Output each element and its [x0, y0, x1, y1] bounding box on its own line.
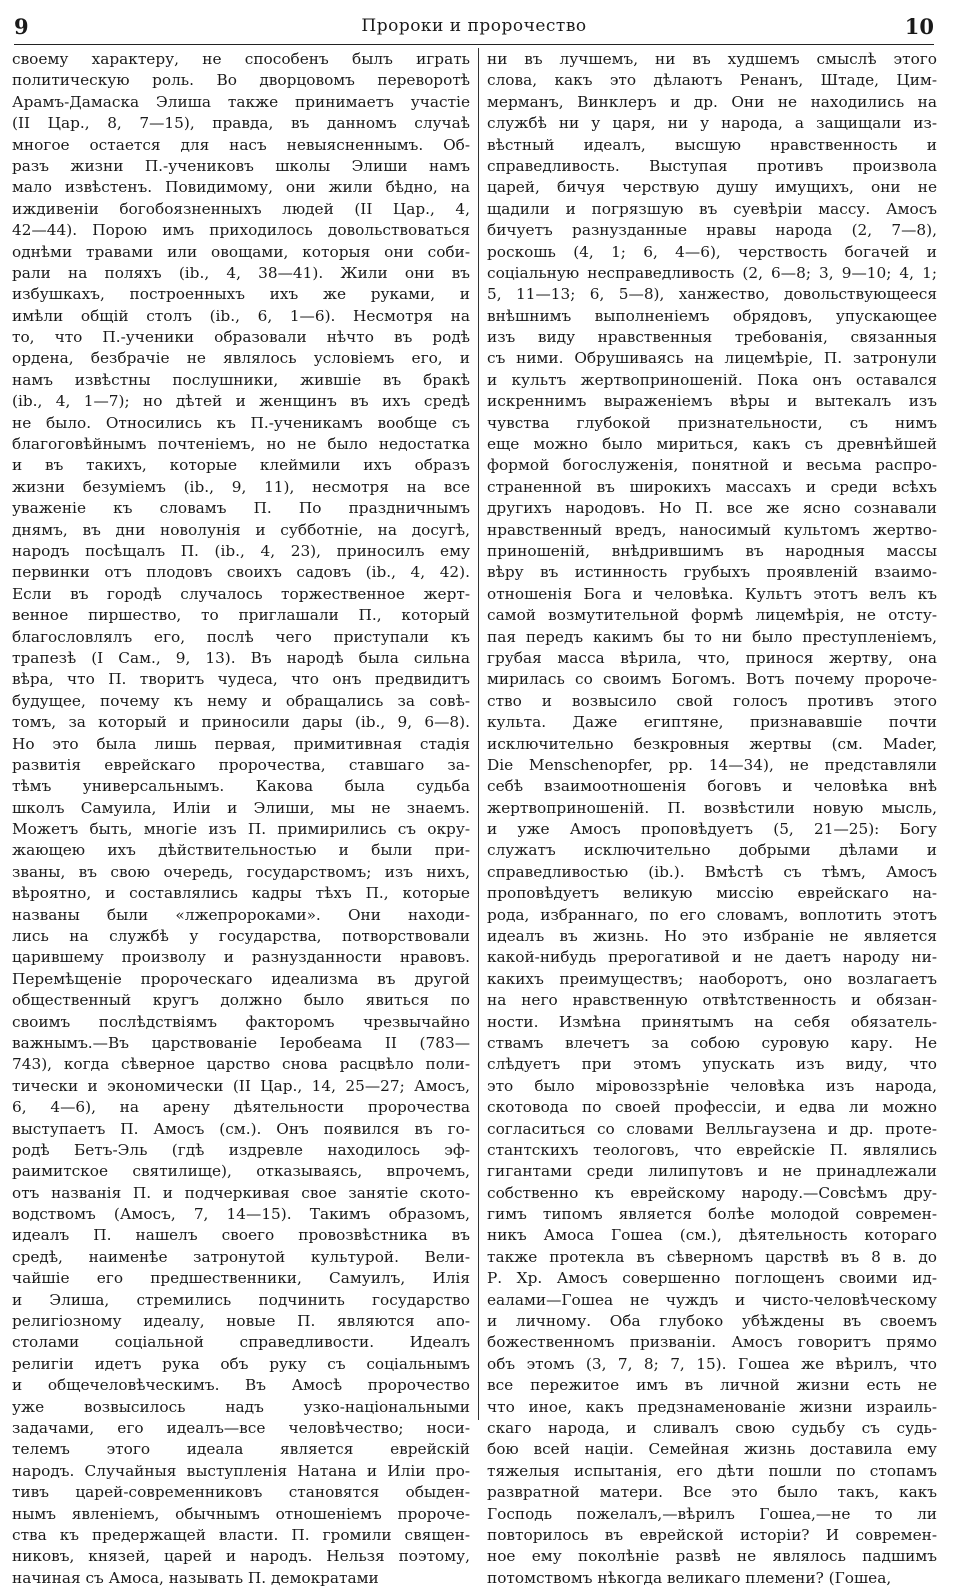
text-line: повторилось въ еврейской исторіи? И современ- — [487, 1525, 937, 1544]
text-line: чувства глубокой признательности, съ нимъ — [487, 413, 937, 432]
text-line: народъ посѣщалъ П. (ib., 4, 23), приносилъ ему — [12, 541, 470, 560]
text-line: лись на службѣ у государства, потворствовали — [12, 927, 470, 946]
page-number-left: 9 — [14, 14, 29, 39]
text-line: жертвоприношеній. П. возвѣстили новую мысль, — [487, 798, 937, 817]
text-line: и личному. Оба глубоко убѣждены въ своемъ — [487, 1312, 937, 1331]
text-line: какой-нибудь прерогативой и не даетъ народу ни- — [487, 948, 937, 967]
text-line: бичуетъ разнузданные нравы народа (2, 7—8), — [487, 221, 937, 240]
text-line: щадили и погрязшую въ суевѣріи массу. Амосъ — [487, 199, 937, 218]
text-line: многое остается для насъ невыясненнымъ. Об- — [12, 135, 470, 154]
text-line: самой возмутительной формѣ лицемѣрія, не отсту- — [487, 606, 937, 625]
text-line: приношеній, внѣдрившимъ въ народныя массы — [487, 541, 937, 560]
text-line: и въ такихъ, которые клеймили ихъ образъ — [12, 456, 470, 475]
text-line: трапезѣ (I Сам., 9, 13). Въ народѣ была сильна — [12, 648, 470, 667]
text-line: раимитское святилище), отказываясь, впрочемъ, — [12, 1162, 470, 1181]
text-line: гимъ типомъ является болѣе молодой современ- — [487, 1205, 937, 1224]
text-line: Die Menschenopfer, pp. 14—34), не представляли — [487, 755, 937, 774]
text-line: никъ Амоса Гошеа (см.), дѣятельность котораго — [487, 1226, 937, 1245]
text-line: днямъ, въ дни новолунія и субботніе, на досугѣ, — [12, 520, 470, 539]
text-line: своему характеру, не способенъ былъ играть — [12, 50, 470, 68]
text-line: нравственный вредъ, наносимый культомъ жертво- — [487, 520, 937, 539]
text-line: Р. Хр. Амосъ совершенно поглощенъ своими ид- — [487, 1269, 937, 1288]
text-line: грубая масса вѣрила, что, принося жертву, она — [487, 648, 937, 667]
text-line: званы, въ свою очередь, государствомъ; изъ нихъ, — [12, 862, 470, 881]
text-line: Но это была лишь первая, примитивная стадія — [12, 734, 470, 753]
text-line: томъ, за который и приносили дары (ib., 9, 6—8). — [12, 713, 470, 732]
text-line: будущее, почему къ нему и обращались за совѣ- — [12, 691, 470, 710]
text-line: телемъ этого идеала является еврейскій — [12, 1440, 470, 1459]
text-line: избушкахъ, построенныхъ ихъ же руками, и — [12, 285, 470, 304]
text-line: себѣ взаимоотношенія боговъ и человѣка внѣ — [487, 777, 937, 796]
text-line: искреннимъ выраженіемъ вѣры и вытекалъ изъ — [487, 392, 937, 411]
text-line: идеалъ въ жизнь. Но это избраніе не является — [487, 927, 937, 946]
text-line: задачами, его идеалъ—все человѣчество; носи- — [12, 1419, 470, 1437]
text-line: ности. Измѣна принятымъ на себя обязатель- — [487, 1012, 937, 1031]
text-line: другихъ народовъ. Но П. все же ясно сознавали — [487, 499, 937, 518]
text-line: слѣдуетъ при этомъ упускать изъ виду, что — [487, 1055, 937, 1074]
text-line: уже возвысилось надъ узко-національными — [12, 1397, 470, 1416]
text-line: царившему произволу и разнузданности нравовъ. — [12, 948, 470, 967]
text-line: ство и возвысило свой голосъ противъ этого — [487, 691, 937, 710]
right-column — [487, 49, 937, 1589]
text-line: тически и экономически (II Цар., 14, 25—27; Амосъ, — [12, 1076, 470, 1095]
text-line: ствамъ влечетъ за собою суровую кару. Не — [487, 1033, 937, 1052]
text-line: вѣроятно, и составлялись кадры тѣхъ П., которые — [12, 884, 470, 903]
text-line: также протекла въ сѣверномъ царствѣ въ 8 в. до — [487, 1247, 937, 1266]
text-line: политическую роль. Во дворцовомъ переворотѣ — [12, 71, 470, 90]
text-line: ства къ предержащей власти. П. громили священ- — [12, 1525, 470, 1544]
text-line: еще можно было мириться, какъ съ древнѣйшей — [487, 435, 937, 454]
text-line: религіи идетъ рука объ руку съ соціальнымъ — [12, 1354, 470, 1373]
text-line: однѣми травами или овощами, которыя они соби- — [12, 242, 470, 261]
text-line: тяжелыя испытанія, его дѣти пошли по стопамъ — [487, 1461, 937, 1480]
text-line: вѣра, что П. творитъ чудеса, что онъ предвидитъ — [12, 670, 470, 689]
text-line: изъ виду нравственныя требованія, связанныя — [487, 328, 937, 347]
text-line: жающею ихъ дѣйствительностью и были при- — [12, 841, 470, 860]
text-line: мирилась со своимъ Богомъ. Вотъ почему пророче- — [487, 670, 937, 689]
text-line: Арамъ-Дамаска Элиша также принимаетъ участіе — [12, 92, 470, 111]
text-line: исключительно безкровныя жертвы (см. Mader, — [487, 734, 937, 753]
text-line: жизни безуміемъ (ib., 9, 11), несмотря на все — [12, 477, 470, 496]
text-line: стантскихъ теологовъ, что еврейскіе П. являлись — [487, 1140, 937, 1159]
text-line: Перемѣщеніе пророческаго идеализма въ другой — [12, 969, 470, 988]
text-line: рали на поляхъ (ib., 4, 38—41). Жили они въ — [12, 263, 470, 282]
text-line: благоговѣйнымъ почтеніемъ, но не было недостатка — [12, 435, 470, 454]
text-line: справедливостью (ib.). Вмѣстѣ съ тѣмъ, Амосъ — [487, 862, 937, 881]
text-line: все пережитое имъ въ личной жизни есть не — [487, 1376, 937, 1395]
text-line: на него нравственную отвѣтственность и обязан- — [487, 991, 937, 1010]
text-line: проповѣдуетъ великую миссію еврейскаго на- — [487, 884, 937, 903]
text-line: справедливость. Выступая противъ произвола — [487, 156, 937, 175]
text-line: пая передъ какимъ бы то ни было преступленіемъ, — [487, 627, 937, 646]
text-line: уваженіе къ словамъ П. По праздничнымъ — [12, 499, 470, 518]
text-line: это было міровоззрѣніе человѣка изъ народа, — [487, 1076, 937, 1095]
left-column — [12, 49, 470, 1589]
text-line: начиная съ Амоса, называть П. демократами — [12, 1568, 379, 1587]
text-line: вѣру въ истинность грубыхъ проявленій взаимо- — [487, 563, 937, 582]
text-line: водствомъ (Амосъ, 7, 14—15). Такимъ образомъ, — [12, 1205, 470, 1224]
text-line: культа. Даже египтяне, признававшіе почти — [487, 713, 937, 732]
text-line: религіозному идеалу, новые П. являются апо- — [12, 1312, 470, 1331]
page-number-right: 10 — [904, 14, 934, 39]
text-line: (II Цар., 8, 7—15), правда, въ данномъ случаѣ — [12, 114, 470, 133]
text-line: 5, 11—13; 6, 5—8), ханжество, довольствующееся — [487, 285, 937, 304]
text-line: гигантами среди лилипутовъ и не принадлежали — [487, 1162, 937, 1181]
text-line: мало извѣстенъ. Повидимому, они жили бѣдно, на — [12, 178, 470, 197]
text-line: согласиться со словами Велльгаузена и др. проте- — [487, 1119, 937, 1138]
text-line: выступаетъ П. Амосъ (см.). Онъ появился въ го- — [12, 1119, 470, 1138]
text-line: и Элиша, стремились подчинить государство — [12, 1290, 470, 1309]
text-line: ни въ лучшемъ, ни въ худшемъ смыслѣ этого — [487, 50, 937, 68]
text-line: ордена, безбрачіе не являлось условіемъ его, и — [12, 349, 470, 368]
text-line: соціальную несправедливость (2, 6—8; 3, 9—10; 4, 1; — [487, 263, 937, 282]
text-line: никовъ, князей, царей и народъ. Нельзя поэтому, — [12, 1547, 470, 1566]
text-line: столами соціальной справедливости. Идеалъ — [12, 1333, 470, 1352]
page-header — [14, 10, 934, 45]
text-line: службѣ ни у царя, ни у народа, а защищали из- — [487, 114, 937, 133]
text-line: формой богослуженія, понятной и весьма распро- — [487, 456, 937, 475]
text-line: (ib., 4, 1—7); но дѣтей и женщинъ въ ихъ средѣ — [12, 392, 470, 411]
text-line: и культъ жертвоприношеній. Пока онъ оставался — [487, 370, 937, 389]
text-line: венное пиршество, то приглашали П., который — [12, 606, 470, 625]
text-line: не было. Относились къ П.-ученикамъ вообще съ — [12, 413, 470, 432]
text-line: родѣ Бетъ-Эль (гдѣ издревле находилось эф- — [12, 1140, 470, 1159]
text-line: названы были «лжепророками». Они находи- — [12, 905, 470, 924]
text-line: роскошь (4, 1; 6, 4—6), черствость богачей и — [487, 242, 937, 261]
text-line: благословлялъ его, послѣ чего приступали къ — [12, 627, 470, 646]
text-line: первинки отъ плодовъ своихъ садовъ (ib., 4, 42). — [12, 563, 470, 582]
text-line: отношенія Бога и человѣка. Культъ этотъ велъ къ — [487, 584, 937, 603]
text-line: иждивеніи богобоязненныхъ людей (II Цар., 4, — [12, 199, 470, 218]
text-line: слова, какъ это дѣлаютъ Ренанъ, Штаде, Цим- — [487, 71, 937, 90]
text-line: что иное, какъ предзнаменованіе жизни израиль- — [487, 1397, 937, 1416]
text-line: вѣстный идеалъ, высшую нравственность и — [487, 135, 937, 154]
text-line: и уже Амосъ проповѣдуетъ (5, 21—25): Богу — [487, 820, 937, 839]
text-line: средѣ, наименѣе затронутой культурой. Вели- — [12, 1247, 470, 1266]
text-line: Господь пожелалъ,—вѣрилъ Гошеа,—не то ли — [487, 1504, 937, 1523]
text-line: ное ему поколѣніе развѣ не являлось падшимъ — [487, 1547, 937, 1566]
text-line: 42—44). Порою имъ приходилось довольствоваться — [12, 221, 470, 240]
text-line: своимъ послѣдствіямъ факторомъ чрезвычайно — [12, 1012, 470, 1031]
text-line: тѣмъ универсальнымъ. Какова была судьба — [12, 777, 470, 796]
text-line: то, что П.-ученики образовали нѣчто въ родѣ — [12, 328, 470, 347]
text-line: важнымъ.—Въ царствованіе Іеробеама II (783— — [12, 1033, 470, 1052]
text-line: и общечеловѣческимъ. Въ Амосѣ пророчество — [12, 1376, 470, 1395]
text-line: чайшіе его предшественники, Самуилъ, Илія — [12, 1269, 470, 1288]
text-line: бою всей націи. Семейная жизнь доставила ему — [487, 1440, 937, 1459]
text-line: школъ Самуила, Иліи и Элиши, мы не знаемъ. — [12, 798, 470, 817]
text-line: потомствомъ нѣкогда великаго племени? (Гошеа, — [487, 1568, 892, 1587]
text-line: скаго народа, и сливалъ свою судьбу съ судь- — [487, 1419, 937, 1437]
text-line: рода, избраннаго, по его словамъ, воплотить этотъ — [487, 905, 937, 924]
text-line: 743), когда сѣверное царство снова расцвѣло поли- — [12, 1055, 470, 1074]
text-line: божественномъ призваніи. Амосъ говоритъ прямо — [487, 1333, 937, 1352]
text-line: Если въ городѣ случалось торжественное жерт- — [12, 584, 470, 603]
text-line: царей, бичуя черствую душу имущихъ, они не — [487, 178, 937, 197]
text-line: общественный кругъ должно было явиться по — [12, 991, 470, 1010]
text-line: мерманъ, Винклеръ и др. Они не находились на — [487, 92, 937, 111]
text-line: объ этомъ (3, 7, 8; 7, 15). Гошеа же вѣрилъ, что — [487, 1354, 937, 1373]
text-line: скотовода по своей профессіи, и едва ли можно — [487, 1098, 937, 1117]
text-line: съ ними. Обрушиваясь на лицемѣріе, П. затронули — [487, 349, 937, 368]
text-line: Можетъ быть, многіе изъ П. примирились съ окру- — [12, 820, 470, 839]
text-line: имѣли общій столъ (ib., 6, 1—6). Несмотря на — [12, 306, 470, 325]
column-divider — [478, 48, 479, 1420]
text-line: народъ. Случайныя выступленія Натана и Иліи про- — [12, 1461, 470, 1480]
text-line: какихъ преимуществъ; наоборотъ, оно возлагаетъ — [487, 969, 937, 988]
text-line: разъ жизни П.-учениковъ школы Элиши намъ — [12, 156, 470, 175]
text-line: развратной матери. Все это было такъ, какъ — [487, 1483, 937, 1502]
text-line: идеалъ П. нашелъ своего провозвѣстника въ — [12, 1226, 470, 1245]
text-line: нымъ явленіемъ, обычнымъ отношеніемъ пророче- — [12, 1504, 470, 1523]
text-line: 6, 4—6), на арену дѣятельности пророчества — [12, 1098, 470, 1117]
text-line: еалами—Гошеа не чуждъ и чисто-человѣческому — [487, 1290, 937, 1309]
text-line: страненной въ широкихъ массахъ и среди всѣхъ — [487, 477, 937, 496]
text-line: развитія еврейскаго пророчества, ставшаго за- — [12, 755, 470, 774]
running-title: Пророки и пророчество — [361, 16, 587, 36]
text-line: тивъ царей-современниковъ становятся обыден- — [12, 1483, 470, 1502]
text-line: отъ названія П. и подчеркивая свое занятіе ското- — [12, 1183, 470, 1202]
text-line: внѣшнимъ выполненіемъ обрядовъ, упускающее — [487, 306, 937, 325]
text-line: собственно къ еврейскому народу.—Совсѣмъ дру- — [487, 1183, 937, 1202]
text-line: служатъ исключительно добрыми дѣлами и — [487, 841, 937, 860]
text-line: намъ извѣстны послушники, жившіе въ бракѣ — [12, 370, 470, 389]
